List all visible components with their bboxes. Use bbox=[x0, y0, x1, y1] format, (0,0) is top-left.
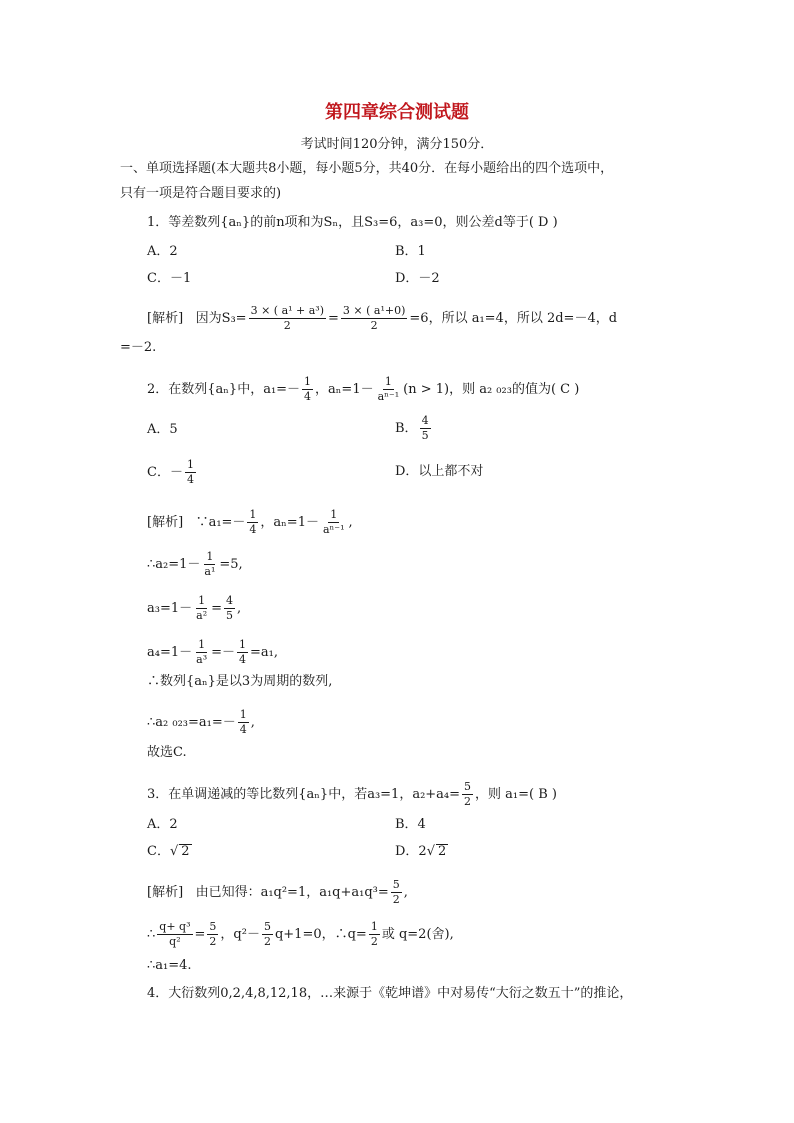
q4-stem: 4．大衍数列0,2,4,8,12,18，…来源于《乾坤谱》中对易传“大衍之数五十”的推论， bbox=[147, 986, 633, 1001]
q3-option-d: D．2√ 2 bbox=[395, 844, 447, 859]
q2-analysis-line3: a₃=1－ $\frac{1}{\text{a²}}$ = $\frac{4}{5}$ , bbox=[147, 594, 242, 622]
q1-analysis-cont: =－2. bbox=[120, 340, 157, 355]
analysis-label: [解析] bbox=[147, 885, 184, 900]
q1-analysis: [解析] 因为S₃= $\frac{\text{3 × ( a¹ + a³)}}{2}$ = $\frac{\text{3 × ( a¹+0)}}{2}$ =6，所以 a₁=4，所以 2d=－4，d bbox=[147, 304, 618, 332]
q2-analysis-line7: 故选C. bbox=[147, 745, 187, 760]
fraction: $\frac{5}{2}$ bbox=[464, 780, 472, 808]
q1-option-c: C．－1 bbox=[147, 271, 192, 286]
q3-analysis-line2: ∴ $\frac{\text{q+ q³}}{\text{q²}}$ = $\frac{5}{2}$ ，q²－ $\frac{5}{2}$ q+1=0，∴q= $\frac{1}{2}$ 或 q=2(舍), bbox=[147, 920, 454, 948]
q2-analysis-line4: a₄=1－ $\frac{1}{\text{a³}}$ =－ $\frac{1}{4}$ =a₁, bbox=[147, 638, 279, 666]
fraction: $\frac{1}{4}$ bbox=[249, 508, 257, 536]
section-heading-cont: 只有一项是符合题目要求的) bbox=[120, 186, 282, 201]
q3-stem: 3．在单调递减的等比数列{aₙ}中，若a₃=1，a₂+a₄= $\frac{5}{2}$ ，则 a₁=( B ) bbox=[147, 780, 557, 808]
fraction: $\frac{1}{4}$ bbox=[239, 638, 247, 666]
fraction: $\frac{1}{\text{a³}}$ bbox=[196, 638, 208, 666]
exam-info: 考试时间120分钟，满分150分． bbox=[300, 137, 494, 152]
section-heading: 一、单项选择题(本大题共8小题，每小题5分，共40分．在每小题给出的四个选项中， bbox=[120, 161, 614, 176]
q3-option-c: C．√ 2 bbox=[147, 844, 190, 859]
q2-option-a: A．5 bbox=[147, 422, 178, 437]
q2-analysis-line5: ∴数列{aₙ}是以3为周期的数列, bbox=[147, 674, 333, 689]
fraction: $\frac{5}{2}$ bbox=[392, 878, 400, 906]
fraction: $\frac{1}{\text{a²}}$ bbox=[196, 594, 208, 622]
q2-option-d: D．以上都不对 bbox=[395, 464, 484, 479]
fraction: $\frac{1}{\text{a¹}}$ bbox=[204, 550, 216, 578]
fraction: $\frac{1}{2}$ bbox=[370, 920, 378, 948]
q2-analysis-line2: ∴a₂=1－ $\frac{1}{\text{a¹}}$ =5, bbox=[147, 550, 243, 578]
q1-option-b: B．1 bbox=[395, 244, 426, 259]
q2-option-c: C．－ $\frac{1}{4}$ bbox=[147, 458, 194, 486]
fraction: $\frac{1}{\text{aⁿ⁻¹}}$ bbox=[322, 508, 345, 536]
fraction: $\frac{4}{5}$ bbox=[421, 414, 429, 442]
fraction: $\frac{5}{2}$ bbox=[209, 920, 217, 948]
fraction: $\frac{\text{3 × ( a¹+0)}}{2}$ bbox=[342, 304, 406, 332]
q1-stem: 1．等差数列{aₙ}的前n项和为Sₙ，且S₃=6，a₃=0，则公差d等于( D ) bbox=[147, 215, 558, 230]
fraction: $\frac{\text{q+ q³}}{\text{q²}}$ bbox=[159, 920, 191, 948]
q1-option-a: A．2 bbox=[147, 244, 178, 259]
fraction: $\frac{\text{3 × ( a¹ + a³)}}{2}$ bbox=[250, 304, 325, 332]
q3-option-b: B．4 bbox=[395, 817, 426, 832]
q1-analysis-text: 因为S₃= bbox=[195, 311, 247, 326]
q3-analysis-line3: ∴a₁=4. bbox=[147, 958, 192, 973]
sqrt-sign: √ bbox=[426, 844, 435, 859]
analysis-label: [解析] bbox=[147, 515, 184, 530]
fraction: $\frac{1}{4}$ bbox=[304, 375, 312, 403]
q3-analysis: [解析] 由已知得：a₁q²=1，a₁q+a₁q³= $\frac{5}{2}$ , bbox=[147, 878, 408, 906]
sqrt-sign: √ bbox=[169, 844, 179, 859]
q2-analysis-line6: ∴a₂ ₀₂₃=a₁=－ $\frac{1}{4}$ , bbox=[147, 708, 255, 736]
fraction: $\frac{1}{\text{aⁿ⁻¹}}$ bbox=[377, 375, 400, 403]
fraction: $\frac{1}{4}$ bbox=[239, 708, 247, 736]
q1-option-d: D．－2 bbox=[395, 271, 440, 286]
fraction: $\frac{5}{2}$ bbox=[263, 920, 271, 948]
fraction: $\frac{1}{4}$ bbox=[186, 458, 194, 486]
fraction: $\frac{4}{5}$ bbox=[226, 594, 234, 622]
q3-option-a: A．2 bbox=[147, 817, 178, 832]
q2-analysis: [解析] ∵a₁=－ $\frac{1}{4}$ ，aₙ=1－ $\frac{1}{\text{aⁿ⁻¹}}$ , bbox=[147, 508, 353, 536]
q2-stem: 2．在数列{aₙ}中，a₁=－ $\frac{1}{4}$ ，aₙ=1－ $\frac{1}{\text{aⁿ⁻¹}}$ (n > 1)，则 a₂ ₀₂₃的值为( C ) bbox=[147, 375, 580, 403]
q2-option-b: B． $\frac{4}{5}$ bbox=[395, 414, 429, 442]
analysis-label: [解析] bbox=[147, 311, 184, 326]
page-title: 第四章综合测试题 bbox=[325, 102, 469, 123]
